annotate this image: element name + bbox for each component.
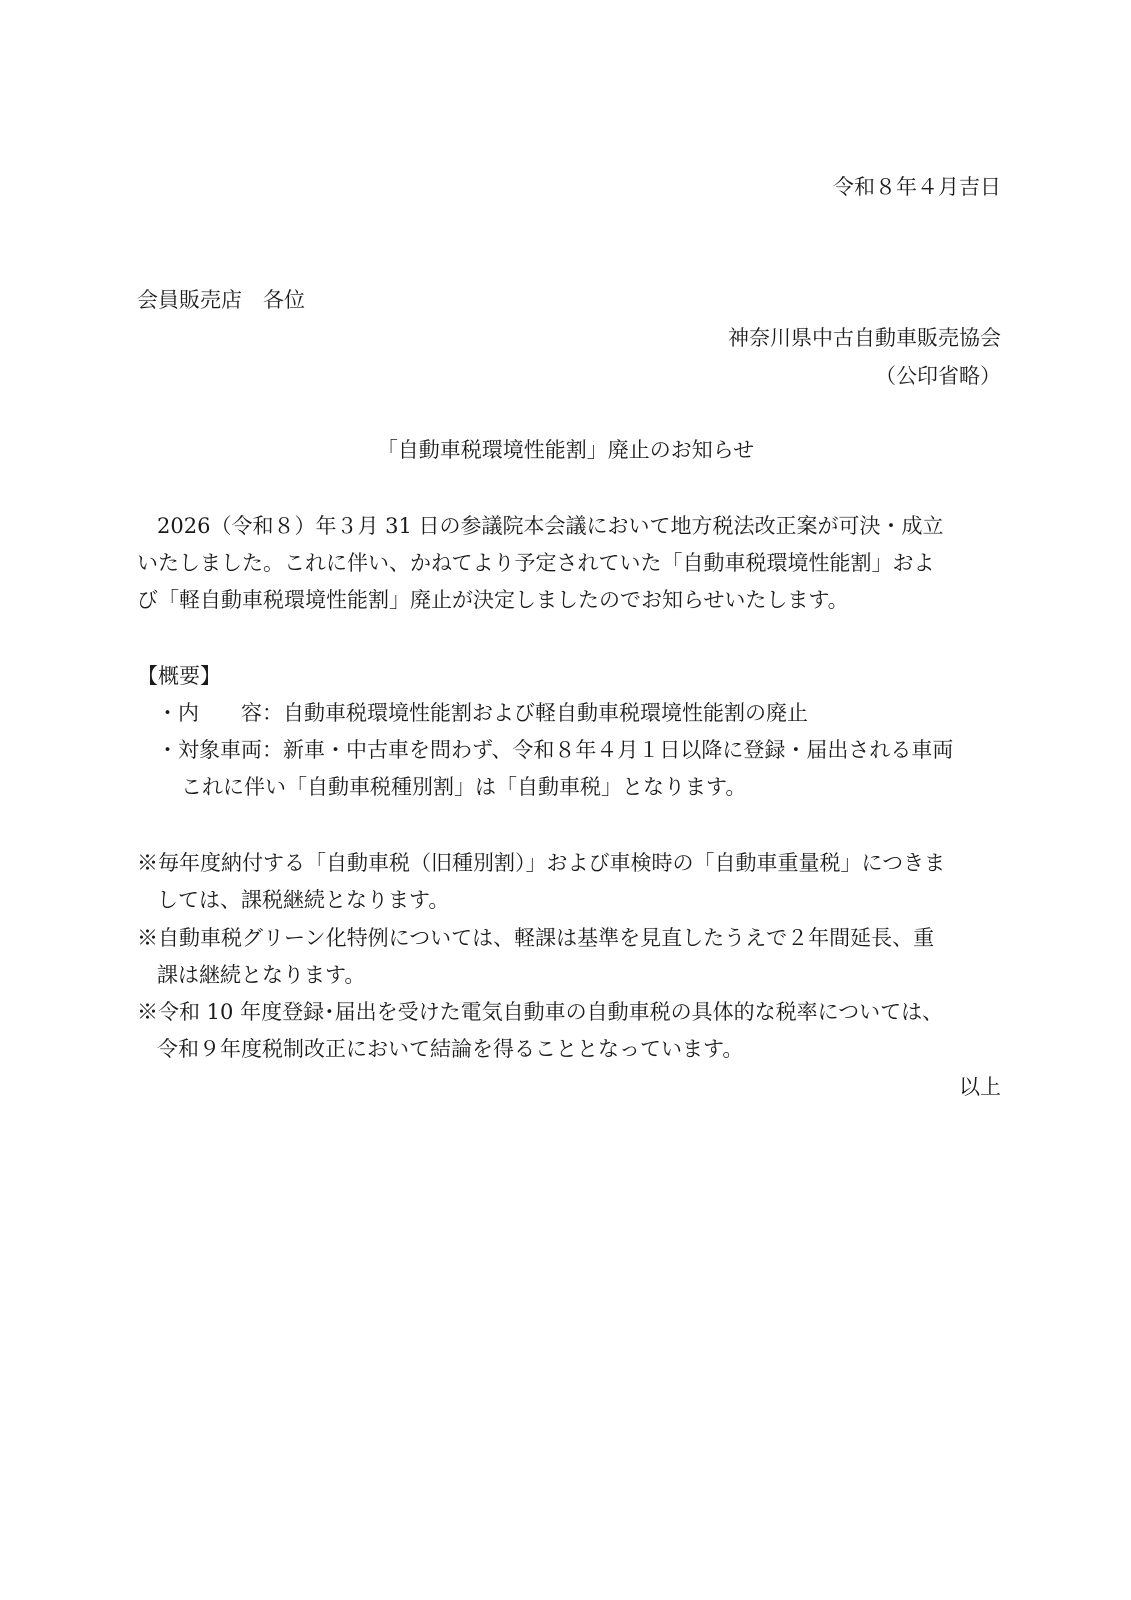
remark-2-line-2: 課は継続となります。	[157, 963, 366, 987]
remark-3-line-2: 令和９年度税制改正において結論を得ることとなっています。	[157, 1037, 744, 1061]
summary-item-text: 新車・中古車を問わず、令和８年４月１日以降に登録・届出される車両	[283, 738, 954, 762]
remark-1-line-2: しては、課税継続となります。	[157, 888, 450, 912]
seal-omitted-note: （公印省略）	[875, 364, 1001, 388]
remark-1-line-1: ※毎年度納付する「自動車税（旧種別割）」および車検時の「自動車重量税」につきま	[137, 851, 946, 875]
summary-item-content	[157, 699, 808, 727]
body-line-3: び「軽自動車税環境性能割」廃止が決定しましたのでお知らせいたします。	[137, 588, 849, 612]
summary-item-target-vehicles	[157, 736, 953, 764]
summary-item-label: ・内 容：	[157, 701, 283, 725]
summary-item-text: 自動車税環境性能割および軽自動車税環境性能割の廃止	[283, 701, 808, 725]
document-date: 令和８年４月吉日	[833, 175, 1001, 199]
sender-organization: 神奈川県中古自動車販売協会	[728, 326, 1001, 350]
body-line-2: いたしました。これに伴い、かねてより予定されていた「自動車税環境性能割」およ	[137, 551, 935, 575]
remark-2-line-1: ※自動車税グリーン化特例については、軽課は基準を見直したうえで２年間延長、重	[137, 926, 935, 950]
remark-3-line-1: ※令和 10 年度登録･届出を受けた電気自動車の自動車税の具体的な税率については、	[137, 1000, 944, 1024]
summary-note: これに伴い「自動車税種別割」は「自動車税」となります。	[181, 775, 747, 799]
summary-item-label: ・対象車両：	[157, 738, 283, 762]
closing-word: 以上	[959, 1075, 1001, 1099]
document-title: 「自動車税環境性能割」廃止のお知らせ	[376, 438, 755, 462]
addressee: 会員販売店 各位	[137, 288, 305, 312]
body-line-1: 2026（令和８）年３月 31 日の参議院本会議において地方税法改正案が可決・成立	[157, 514, 944, 538]
summary-heading: 【概要】	[137, 664, 221, 688]
